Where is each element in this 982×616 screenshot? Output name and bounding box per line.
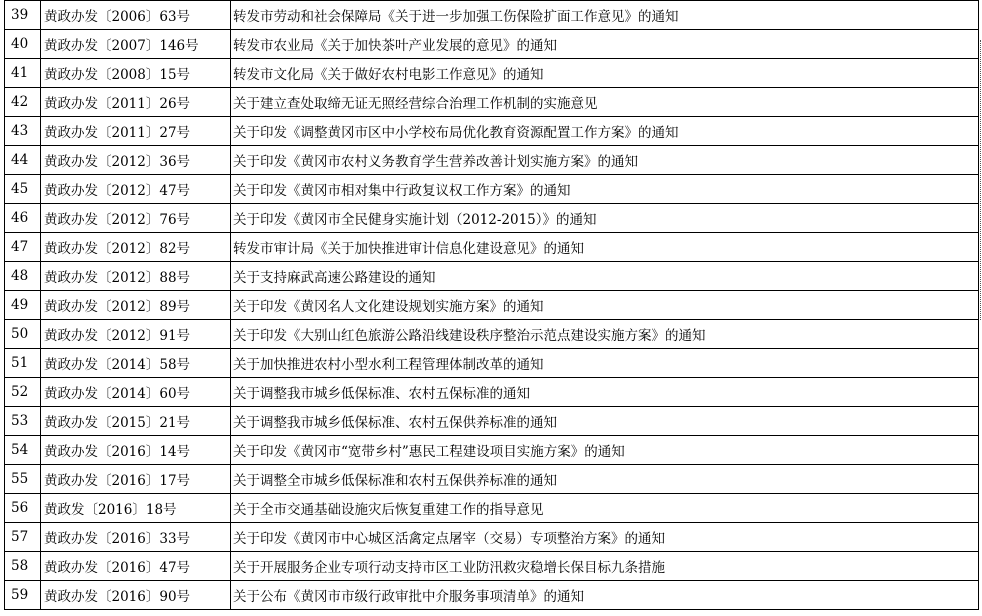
document-number-cell: 黄政办发〔2012〕76号 (41, 204, 231, 233)
row-number-cell: 57 (5, 523, 41, 552)
document-number-cell: 黄政办发〔2014〕60号 (41, 378, 231, 407)
row-number-cell: 42 (5, 88, 41, 117)
row-number-cell: 55 (5, 465, 41, 494)
document-title-cell: 关于建立查处取缔无证无照经营综合治理工作机制的实施意见 (231, 88, 979, 117)
table-row (5, 378, 979, 407)
document-title-cell: 关于印发《黄冈市中心城区活禽定点屠宰（交易）专项整治方案》的通知 (231, 523, 979, 552)
table-row (5, 494, 979, 523)
document-title-cell: 关于开展服务企业专项行动支持市区工业防汛救灾稳增长保目标九条措施 (231, 552, 979, 581)
document-number-cell: 黄政办发〔2016〕33号 (41, 523, 231, 552)
document-title-cell: 转发市农业局《关于加快茶叶产业发展的意见》的通知 (231, 30, 979, 59)
row-number-cell: 44 (5, 146, 41, 175)
row-number-cell: 52 (5, 378, 41, 407)
document-title-cell: 关于印发《大别山红色旅游公路沿线建设秩序整治示范点建设实施方案》的通知 (231, 320, 979, 349)
document-title-cell: 转发市审计局《关于加快推进审计信息化建设意见》的通知 (231, 233, 979, 262)
document-number-cell: 黄政发〔2016〕18号 (41, 494, 231, 523)
document-title-cell: 关于加快推进农村小型水利工程管理体制改革的通知 (231, 349, 979, 378)
row-number-cell: 59 (5, 581, 41, 610)
document-number-cell: 黄政办发〔2016〕14号 (41, 436, 231, 465)
document-title-cell: 关于印发《黄冈名人文化建设规划实施方案》的通知 (231, 291, 979, 320)
document-number-cell: 黄政办发〔2011〕26号 (41, 88, 231, 117)
row-number-cell: 56 (5, 494, 41, 523)
document-title-cell: 关于公布《黄冈市市级行政审批中介服务事项清单》的通知 (231, 581, 979, 610)
table-row (5, 204, 979, 233)
row-number-cell: 46 (5, 204, 41, 233)
table-row (5, 552, 979, 581)
document-title-cell: 关于全市交通基础设施灾后恢复重建工作的指导意见 (231, 494, 979, 523)
document-title-cell: 转发市劳动和社会保障局《关于进一步加强工伤保险扩面工作意见》的通知 (231, 1, 979, 30)
table-row (5, 1, 979, 30)
document-number-cell: 黄政办发〔2012〕88号 (41, 262, 231, 291)
document-title-cell: 关于印发《黄冈市“宽带乡村”惠民工程建设项目实施方案》的通知 (231, 436, 979, 465)
row-number-cell: 39 (5, 1, 41, 30)
row-number-cell: 58 (5, 552, 41, 581)
document-title-cell: 关于调整全市城乡低保标准和农村五保供养标准的通知 (231, 465, 979, 494)
document-number-cell: 黄政办发〔2012〕47号 (41, 175, 231, 204)
row-number-cell: 53 (5, 407, 41, 436)
row-number-cell: 50 (5, 320, 41, 349)
document-number-cell: 黄政办发〔2012〕36号 (41, 146, 231, 175)
row-number-cell: 40 (5, 30, 41, 59)
table-row (5, 407, 979, 436)
table-row (5, 523, 979, 552)
table-row (5, 59, 979, 88)
table-body (5, 1, 979, 610)
table-row (5, 581, 979, 610)
row-number-cell: 49 (5, 291, 41, 320)
document-number-cell: 黄政办发〔2014〕58号 (41, 349, 231, 378)
table-row (5, 465, 979, 494)
document-title-cell: 关于调整我市城乡低保标准、农村五保供养标准的通知 (231, 407, 979, 436)
document-title-cell: 转发市文化局《关于做好农村电影工作意见》的通知 (231, 59, 979, 88)
document-title-cell: 关于调整我市城乡低保标准、农村五保标准的通知 (231, 378, 979, 407)
table-row (5, 88, 979, 117)
document-title-cell: 关于支持麻武高速公路建设的通知 (231, 262, 979, 291)
document-number-cell: 黄政办发〔2007〕146号 (41, 30, 231, 59)
document-number-cell: 黄政办发〔2015〕21号 (41, 407, 231, 436)
row-number-cell: 43 (5, 117, 41, 146)
document-number-cell: 黄政办发〔2011〕27号 (41, 117, 231, 146)
document-number-cell: 黄政办发〔2012〕89号 (41, 291, 231, 320)
row-number-cell: 54 (5, 436, 41, 465)
document-table (4, 0, 979, 610)
row-number-cell: 48 (5, 262, 41, 291)
row-number-cell: 47 (5, 233, 41, 262)
row-number-cell: 51 (5, 349, 41, 378)
document-number-cell: 黄政办发〔2012〕91号 (41, 320, 231, 349)
table-row (5, 291, 979, 320)
table-row (5, 349, 979, 378)
document-title-cell: 关于印发《黄冈市农村义务教育学生营养改善计划实施方案》的通知 (231, 146, 979, 175)
table-row (5, 175, 979, 204)
table-row (5, 436, 979, 465)
document-number-cell: 黄政办发〔2012〕82号 (41, 233, 231, 262)
table-row (5, 262, 979, 291)
document-number-cell: 黄政办发〔2016〕90号 (41, 581, 231, 610)
table-row (5, 30, 979, 59)
document-title-cell: 关于印发《黄冈市全民健身实施计划（2012-2015）》的通知 (231, 204, 979, 233)
table-row (5, 233, 979, 262)
table-row (5, 117, 979, 146)
document-number-cell: 黄政办发〔2016〕17号 (41, 465, 231, 494)
document-number-cell: 黄政办发〔2008〕15号 (41, 59, 231, 88)
row-number-cell: 45 (5, 175, 41, 204)
document-number-cell: 黄政办发〔2016〕47号 (41, 552, 231, 581)
document-title-cell: 关于印发《黄冈市相对集中行政复议权工作方案》的通知 (231, 175, 979, 204)
row-number-cell: 41 (5, 59, 41, 88)
table-row (5, 320, 979, 349)
document-title-cell: 关于印发《调整黄冈市区中小学校布局优化教育资源配置工作方案》的通知 (231, 117, 979, 146)
document-number-cell: 黄政办发〔2006〕63号 (41, 1, 231, 30)
table-row (5, 146, 979, 175)
